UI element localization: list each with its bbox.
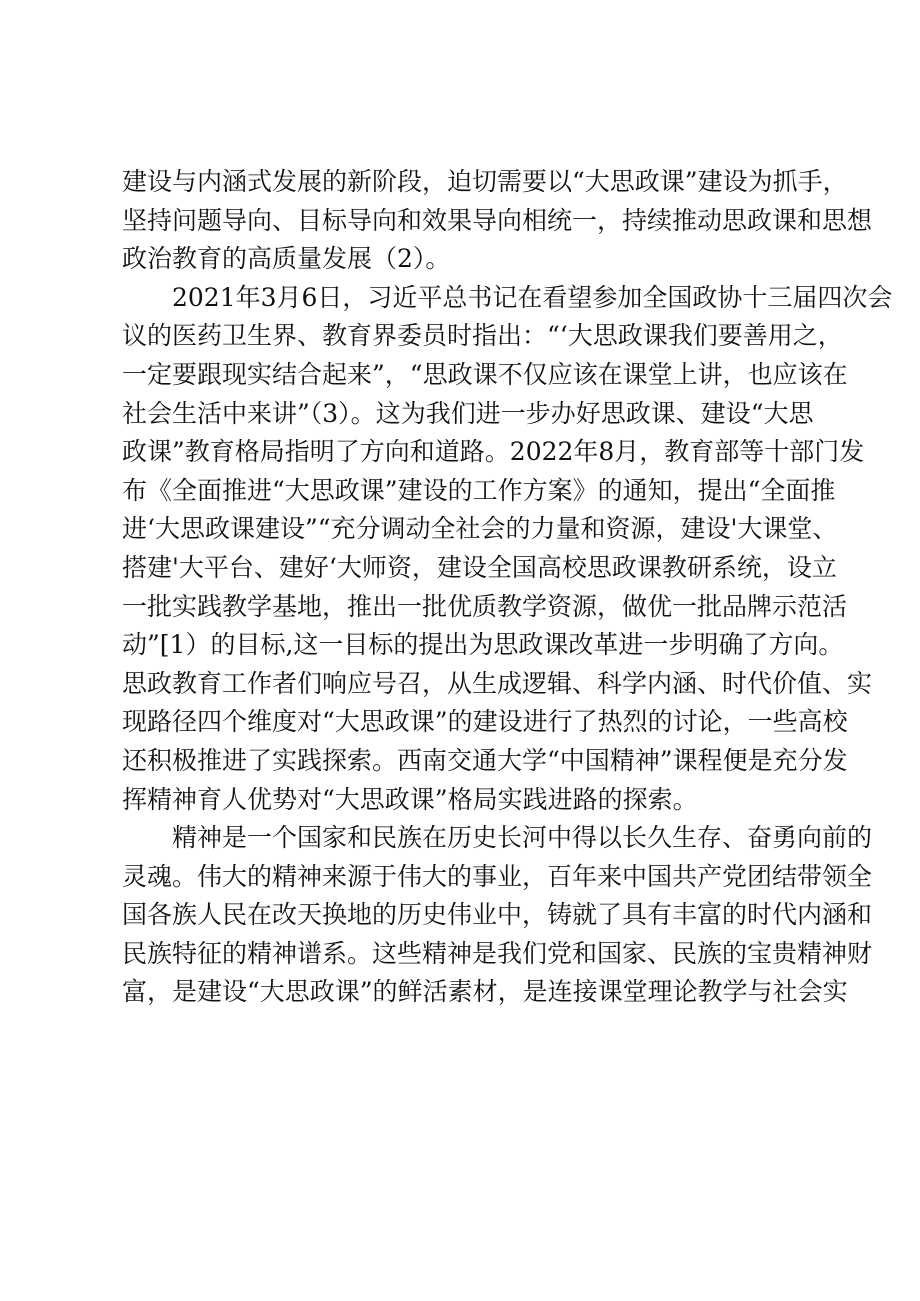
text-line: 一定要跟现实结合起来”，“思政课不仅应该在课堂上讲，也应该在 [122, 359, 848, 389]
text-line: 挥精神育人优势对“大思政课”格局实践进路的探索。 [122, 784, 698, 814]
text-line: 还积极推进了实践探索。西南交通大学“中国精神”课程便是充分发 [122, 745, 848, 775]
text-line: 建设与内涵式发展的新阶段，迫切需要以“大思政课”建设为抓手， [122, 167, 848, 196]
text-line: 议的医药卫生界、教育界委员时指出：“‘大思政课我们要善用之， [122, 321, 843, 351]
text-line: 灵魂。伟大的精神来源于伟大的事业，百年来中国共产党团结带领全 [122, 861, 873, 891]
body-text [122, 163, 893, 1012]
text-line: 坚持问题导向、目标导向和效果导向相统一，持续推动思政课和思想 [122, 205, 873, 235]
text-line: 搭建'大平台、建好‘大师资，建设全国高校思政课教研系统，设立 [122, 552, 837, 582]
text-line: 民族特征的精神谱系。这些精神是我们党和国家、民族的宝贵精神财 [122, 938, 873, 968]
text-line: 布《全面推进“大思政课”建设的工作方案》的通知，提出“全面推 [122, 475, 836, 505]
text-line: 思政教育工作者们响应号召，从生成逻辑、科学内涵、时代价值、实 [122, 668, 873, 698]
text-line: 富，是建设“大思政课”的鲜活素材，是连接课堂理论教学与社会实 [122, 977, 848, 1007]
text-line: 政课”教育格局指明了方向和道路。2022年8月，教育部等十部门发 [122, 437, 865, 467]
text-line: 一批实践教学基地，推出一批优质教学资源，做优一批品牌示范活 [122, 591, 848, 621]
text-line: 现路径四个维度对“大思政课”的建设进行了热烈的讨论，一些高校 [122, 707, 848, 737]
text-line: 社会生活中来讲”（3）。这为我们进一步办好思政课、建设“大思 [122, 398, 814, 428]
text-line: 进‘大思政课建设”“充分调动全社会的力量和资源，建设'大课堂、 [122, 514, 838, 544]
text-line: 政治教育的高质量发展（2）。 [122, 244, 451, 274]
text-line: 精神是一个国家和民族在历史长河中得以长久生存、奋勇向前的 [172, 823, 873, 853]
text-line: 2021年3月6日，习近平总书记在看望参加全国政协十三届四次会 [172, 282, 893, 312]
text-line: 动”[1）的目标,这一目标的提出为思政课改革进一步明确了方向。 [122, 630, 844, 660]
text-line: 国各族人民在改天换地的历史伟业中，铸就了具有丰富的时代内涵和 [122, 900, 873, 930]
